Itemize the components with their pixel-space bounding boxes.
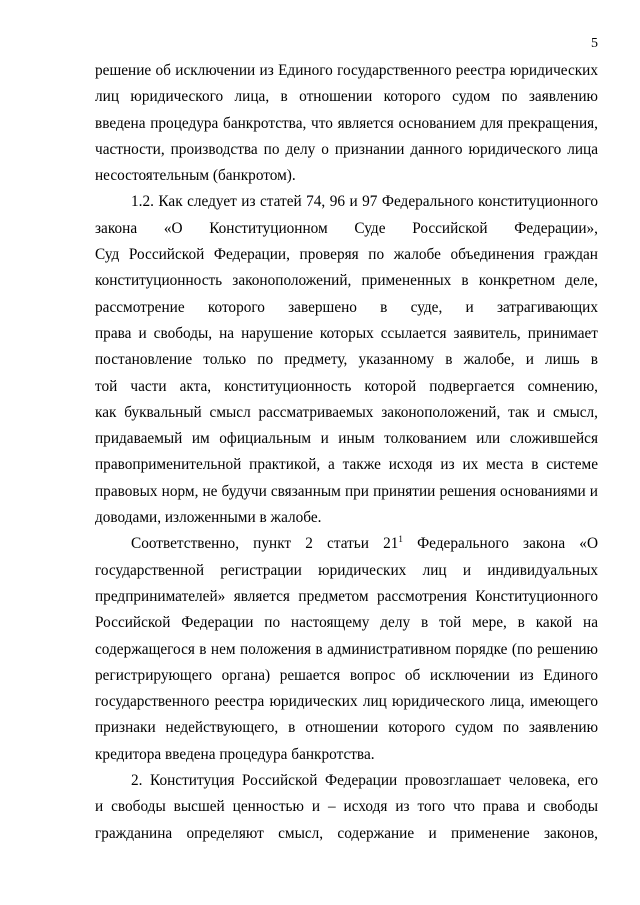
text-line: содержащегося в нем положения в административном порядке (по решению: [95, 640, 598, 658]
text-line: рассмотрение которого завершено в суде, и затрагивающих: [95, 298, 598, 316]
page-number: 5: [591, 36, 598, 51]
text-line: и свободы высшей ценностью и – исходя из того что права и свободы: [95, 798, 598, 816]
text-line: доводами, изложенными в жалобе.: [95, 509, 322, 527]
text-fragment: Соответственно, пункт 2 статьи 21: [131, 535, 399, 553]
paragraph: [95, 58, 598, 189]
text-line: кредитора введена процедура банкротства.: [95, 745, 375, 763]
text-line: частности, производства по делу о признании данного юридического лица: [95, 140, 598, 158]
text-line: конституционность законоположений, примененных в конкретном деле,: [95, 272, 598, 290]
text-line: 1.2. Как следует из статей 74, 96 и 97 Федерального конституционного: [131, 193, 598, 211]
text-line: правоприменительной практикой, а также исходя из их места в системе: [95, 456, 598, 474]
text-line: [95, 531, 598, 557]
document-body: [95, 58, 598, 847]
text-line: как буквальный смысл рассматриваемых законоположений, так и смысл,: [95, 403, 598, 421]
text-line: введена процедура банкротства, что является основанием для прекращения,: [95, 114, 598, 132]
text-line: государственной регистрации юридических лиц и индивидуальных: [95, 561, 598, 579]
text-line: решение об исключении из Единого государственного реестра юридических: [95, 62, 598, 79]
text-fragment: Федерального закона «О: [402, 535, 598, 553]
text-line: гражданина определяют смысл, содержание и применение законов,: [95, 824, 598, 842]
text-line: той части акта, конституционность которой подвергается сомнению,: [95, 377, 598, 395]
text-line: регистрирующего органа) решается вопрос об исключении из Единого: [95, 666, 598, 684]
paragraph: [95, 189, 598, 531]
text-line: несостоятельным (банкротом).: [95, 167, 296, 185]
text-line: закона «О Конституционном Суде Российской Федерации»,: [95, 219, 598, 237]
superscript: 1: [398, 534, 403, 545]
text-line: государственного реестра юридических лиц юридического лица, имеющего: [95, 693, 598, 711]
text-line: права и свободы, на нарушение которых ссылается заявитель, принимает: [95, 324, 598, 342]
paragraph: [95, 768, 598, 847]
text-line: предпринимателей» является предметом рассмотрения Конституционного: [95, 587, 598, 605]
text-line: Суд Российской Федерации, проверяя по жалобе объединения граждан: [95, 246, 598, 264]
text-line: постановление только по предмету, указанному в жалобе, и лишь в: [95, 351, 598, 369]
text-line: лиц юридического лица, в отношении которого судом по заявлению: [95, 88, 598, 106]
text-line: придаваемый им официальным и иным толкованием или сложившейся: [95, 430, 598, 448]
text-line: 2. Конституция Российской Федерации провозглашает человека, его: [131, 772, 598, 790]
paragraph: [95, 531, 598, 768]
text-line: признаки недействующего, в отношении которого судом по заявлению: [95, 719, 598, 737]
text-line: правовых норм, не будучи связанным при принятии решения основаниями и: [95, 482, 598, 500]
text-line: Российской Федерации по настоящему делу в той мере, в какой на: [95, 614, 598, 632]
